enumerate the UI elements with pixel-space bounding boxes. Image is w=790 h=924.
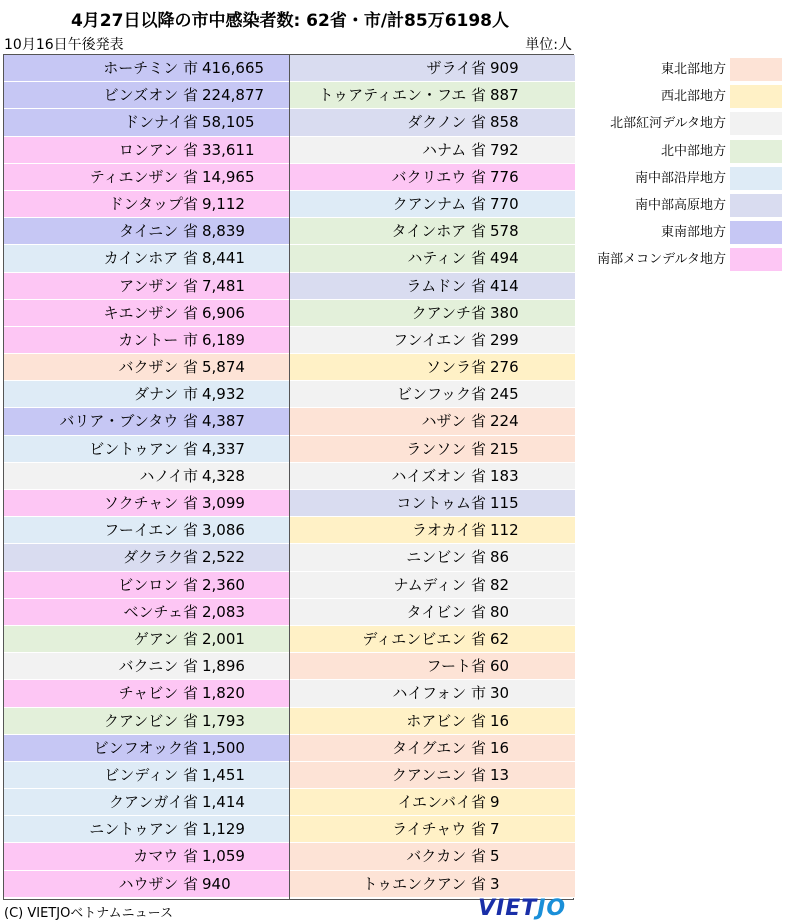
table-row — [4, 82, 289, 109]
province-name: ハザン 省 — [421, 412, 486, 431]
province-name: イエンバイ省 — [397, 793, 486, 812]
table-row — [4, 327, 289, 354]
legend-swatch — [730, 221, 782, 244]
province-name: ビンディン 省 — [104, 765, 198, 784]
case-count: 14,965 — [202, 167, 255, 186]
case-count: 183 — [490, 466, 519, 485]
province-name: フート省 — [426, 657, 486, 676]
table-row — [4, 762, 289, 789]
legend-swatch — [730, 167, 782, 190]
province-name: ハイフォン 市 — [392, 684, 486, 703]
table-column-right — [290, 55, 575, 898]
table-row — [4, 300, 289, 327]
case-count: 215 — [490, 439, 519, 458]
table-row — [290, 245, 575, 272]
case-count: 7,481 — [202, 276, 245, 295]
legend-item — [580, 56, 786, 83]
province-name: ビンロン 省 — [118, 575, 198, 594]
table-row — [4, 626, 289, 653]
table-row — [4, 680, 289, 707]
province-name: ゲアン 省 — [133, 629, 198, 648]
case-count: 82 — [490, 575, 510, 594]
table-row — [290, 218, 575, 245]
case-count: 299 — [490, 330, 519, 349]
case-count: 245 — [490, 385, 519, 404]
province-name: ダナン 市 — [133, 385, 198, 404]
province-name: クアンビン 省 — [103, 711, 198, 730]
announcement-date: 10月16日午後発表 — [4, 37, 124, 53]
legend-swatch — [730, 112, 782, 135]
legend-item — [580, 165, 786, 192]
table-row — [4, 490, 289, 517]
province-name: バクザン 省 — [118, 358, 198, 377]
table-row — [290, 735, 575, 762]
region-legend — [580, 56, 786, 274]
table-row — [4, 137, 289, 164]
case-count: 224 — [490, 412, 519, 431]
province-name: ランソン 省 — [406, 439, 486, 458]
case-count: 4,387 — [202, 412, 245, 431]
province-name: バクリエウ 省 — [391, 167, 486, 186]
case-count: 1,896 — [202, 657, 245, 676]
province-name: タイグエン 省 — [392, 738, 486, 757]
case-count: 13 — [490, 765, 510, 784]
legend-item — [580, 246, 786, 273]
province-name: ホアビン 省 — [406, 711, 486, 730]
table-row — [290, 109, 575, 136]
case-count: 115 — [490, 494, 519, 512]
legend-item — [580, 110, 786, 137]
case-count: 9,112 — [202, 194, 245, 213]
table-row — [290, 680, 575, 707]
province-name: トゥアティエン・フエ 省 — [318, 86, 486, 105]
legend-label: 西北部地方 — [660, 89, 726, 105]
legend-label: 北部紅河デルタ地方 — [610, 116, 726, 132]
unit-label: 単位:人 — [525, 37, 572, 53]
table-row — [290, 300, 575, 327]
legend-label: 東南部地方 — [660, 225, 726, 241]
table-row — [4, 354, 289, 381]
table-row — [4, 708, 289, 735]
table-row — [4, 408, 289, 435]
case-count: 5 — [490, 847, 500, 866]
copyright-credit: (C) VIETJOベトナムニュース — [4, 906, 174, 921]
table-row — [290, 381, 575, 408]
table-row — [4, 653, 289, 680]
legend-swatch — [730, 140, 782, 163]
table-row — [4, 463, 289, 490]
table-row — [4, 599, 289, 626]
case-count: 16 — [490, 738, 510, 757]
table-row — [4, 843, 289, 870]
province-name: ハウザン 省 — [118, 874, 198, 893]
case-count: 6,189 — [202, 330, 245, 349]
case-count: 8,441 — [202, 249, 245, 268]
table-row — [290, 517, 575, 544]
table-row — [4, 572, 289, 599]
province-name: チャビン 省 — [118, 684, 198, 703]
province-name: ホーチミン 市 — [103, 59, 198, 77]
province-name: ハノイ市 — [139, 466, 198, 485]
case-count: 2,001 — [202, 629, 245, 648]
table-row — [4, 871, 289, 898]
province-name: カインホア 省 — [103, 249, 198, 268]
province-name: ドンナイ省 — [124, 113, 198, 132]
case-count: 224,877 — [202, 86, 265, 105]
case-count: 5,874 — [202, 358, 245, 377]
province-name: ナムディン 省 — [393, 575, 486, 594]
table-row — [290, 436, 575, 463]
case-count: 58,105 — [202, 113, 255, 132]
table-row — [290, 599, 575, 626]
case-count: 940 — [202, 874, 231, 893]
province-name: キエンザン 省 — [103, 303, 198, 322]
province-name: クアンガイ省 — [109, 793, 198, 812]
table-row — [290, 708, 575, 735]
table-row — [290, 626, 575, 653]
table-row — [290, 789, 575, 816]
province-name: タイニン 省 — [119, 222, 198, 241]
province-name: ダクノン 省 — [407, 113, 486, 132]
province-name: ソクチャン 省 — [103, 494, 198, 512]
case-count: 1,500 — [202, 738, 245, 757]
table-row — [290, 843, 575, 870]
table-row — [290, 762, 575, 789]
logo-text-viet: VIET — [478, 896, 538, 921]
province-name: バクニン 省 — [118, 657, 198, 676]
province-name: クアンニン 省 — [391, 765, 486, 784]
case-count: 112 — [490, 521, 519, 540]
table-row — [290, 164, 575, 191]
case-count: 9 — [490, 793, 500, 812]
table-row — [290, 490, 575, 517]
case-count: 414 — [490, 276, 519, 295]
table-row — [290, 463, 575, 490]
case-count: 1,414 — [202, 793, 245, 812]
case-count: 276 — [490, 358, 519, 377]
table-row — [4, 191, 289, 218]
case-count: 30 — [490, 684, 510, 703]
page-title: 4月27日以降の市中感染者数: 62省・市/計85万6198人 — [70, 11, 510, 31]
province-name: ビンフック省 — [397, 385, 486, 404]
case-count: 494 — [490, 249, 519, 268]
case-count: 4,932 — [202, 385, 245, 404]
province-name: フンイエン 省 — [393, 330, 486, 349]
province-name: トゥエンクアン 省 — [362, 874, 486, 893]
table-column-left — [4, 55, 289, 898]
logo-text-jo: JO — [537, 896, 567, 921]
province-name: ザライ省 — [426, 59, 486, 77]
table-row — [4, 245, 289, 272]
case-count: 86 — [490, 548, 510, 567]
case-count: 16 — [490, 711, 510, 730]
table-row — [290, 55, 575, 82]
province-name: ハティン 省 — [407, 249, 486, 268]
table-row — [290, 871, 575, 898]
province-name: クアンナム 省 — [392, 194, 486, 213]
legend-swatch — [730, 248, 782, 271]
table-row — [290, 408, 575, 435]
table-row — [4, 789, 289, 816]
legend-label: 南中部沿岸地方 — [634, 170, 726, 186]
legend-swatch — [730, 194, 782, 217]
case-count: 2,360 — [202, 575, 245, 594]
legend-item — [580, 219, 786, 246]
province-name: ハイズオン 省 — [391, 466, 486, 485]
case-count: 792 — [490, 140, 519, 159]
case-count: 80 — [490, 602, 510, 621]
legend-swatch — [730, 58, 782, 81]
legend-item — [580, 192, 786, 219]
case-count: 887 — [490, 86, 519, 105]
table-row — [290, 354, 575, 381]
province-name: ソンラ省 — [425, 358, 486, 377]
province-name: ドンタップ省 — [108, 194, 198, 213]
table-row — [4, 109, 289, 136]
table-row — [290, 327, 575, 354]
province-name: ビンフオック省 — [93, 738, 198, 757]
province-name: カントー 市 — [118, 330, 198, 349]
case-count: 578 — [490, 222, 519, 241]
table-row — [290, 273, 575, 300]
table-row — [290, 544, 575, 571]
province-name: ベンチェ省 — [123, 602, 198, 621]
province-name: ニントゥアン 省 — [89, 820, 198, 839]
cases-table — [3, 54, 574, 900]
case-count: 7 — [490, 820, 500, 839]
legend-item — [580, 138, 786, 165]
case-count: 3,099 — [202, 494, 245, 512]
province-name: ニンビン 省 — [406, 548, 486, 567]
province-name: アンザン 省 — [119, 276, 198, 295]
case-count: 1,793 — [202, 711, 245, 730]
legend-label: 東北部地方 — [660, 62, 726, 77]
legend-swatch — [730, 85, 782, 108]
table-row — [4, 381, 289, 408]
case-count: 33,611 — [202, 140, 255, 159]
province-name: ティエンザン 省 — [89, 167, 198, 186]
case-count: 60 — [490, 657, 510, 676]
table-row — [290, 572, 575, 599]
province-name: ラムドン 省 — [406, 276, 486, 295]
case-count: 416,665 — [202, 59, 265, 77]
case-count: 3,086 — [202, 521, 245, 540]
case-count: 62 — [490, 629, 510, 648]
case-count: 3 — [490, 874, 500, 893]
case-count: 4,328 — [202, 466, 245, 485]
province-name: ライチャウ 省 — [392, 820, 486, 839]
table-row — [4, 735, 289, 762]
table-row — [4, 517, 289, 544]
province-name: バクカン 省 — [406, 847, 486, 866]
province-name: ロンアン 省 — [118, 140, 198, 159]
legend-label: 南部メコンデルタ地方 — [597, 252, 726, 268]
province-name: ビントゥアン 省 — [89, 439, 198, 458]
table-row — [290, 191, 575, 218]
province-name: コントゥム省 — [396, 494, 486, 512]
table-row — [290, 816, 575, 843]
table-row — [290, 82, 575, 109]
table-row — [4, 544, 289, 571]
case-count: 1,451 — [202, 765, 245, 784]
case-count: 1,820 — [202, 684, 245, 703]
case-count: 380 — [490, 303, 519, 322]
province-name: バリア・ブンタウ 省 — [59, 412, 198, 431]
province-name: タインホア 省 — [391, 222, 486, 241]
legend-label: 南中部高原地方 — [634, 197, 726, 213]
province-name: クアンチ省 — [411, 303, 486, 322]
legend-item — [580, 83, 786, 110]
case-count: 2,083 — [202, 602, 245, 621]
province-name: フーイエン 省 — [104, 521, 198, 540]
case-count: 909 — [490, 59, 519, 77]
case-count: 770 — [490, 194, 519, 213]
province-name: ラオカイ省 — [411, 521, 486, 540]
case-count: 1,059 — [202, 847, 245, 866]
legend-label: 北中部地方 — [660, 143, 726, 159]
province-name: カマウ 省 — [133, 847, 198, 866]
province-name: タイビン 省 — [406, 602, 486, 621]
province-name: ビンズオン 省 — [103, 86, 198, 105]
table-row — [4, 436, 289, 463]
case-count: 6,906 — [202, 303, 245, 322]
vietjo-logo — [478, 896, 566, 921]
case-count: 1,129 — [202, 820, 245, 839]
table-row — [4, 218, 289, 245]
case-count: 858 — [490, 113, 519, 132]
province-name: ディエンビエン 省 — [362, 629, 486, 648]
table-row — [4, 164, 289, 191]
province-name: ハナム 省 — [421, 140, 486, 159]
table-row — [290, 137, 575, 164]
case-count: 776 — [490, 167, 519, 186]
table-row — [4, 816, 289, 843]
table-row — [4, 55, 289, 82]
case-count: 4,337 — [202, 439, 245, 458]
case-count: 8,839 — [202, 222, 245, 241]
case-count: 2,522 — [202, 548, 245, 567]
table-row — [4, 273, 289, 300]
province-name: ダクラク省 — [122, 548, 198, 567]
table-row — [290, 653, 575, 680]
